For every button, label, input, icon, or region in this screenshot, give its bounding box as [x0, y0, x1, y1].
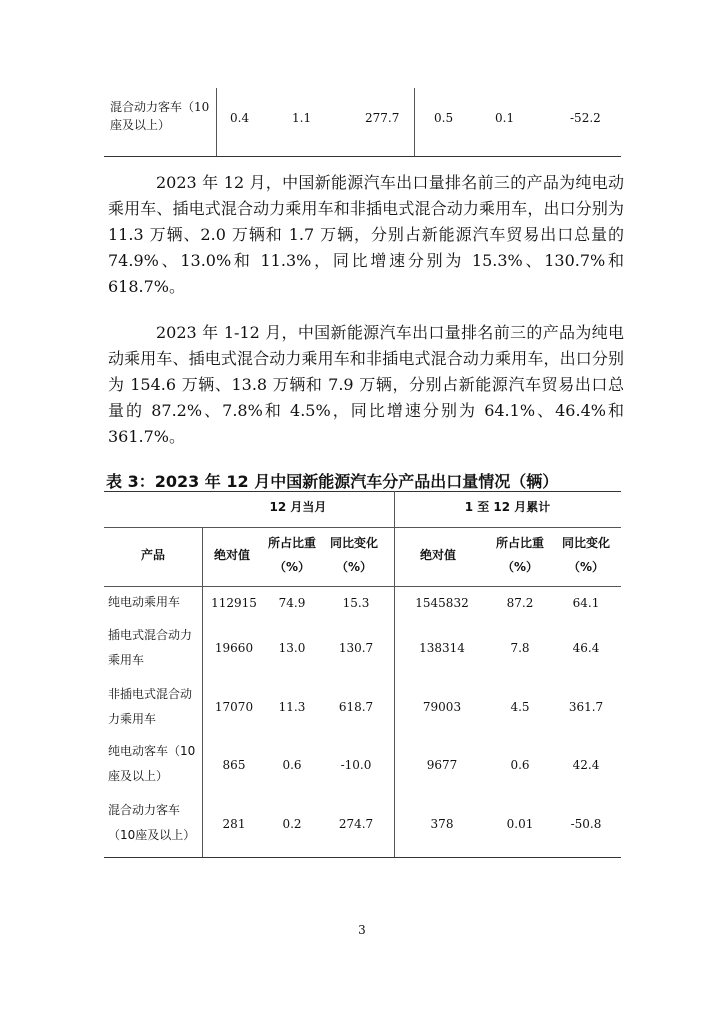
col-header-abs: 绝对值 [213, 548, 250, 562]
cell-ytd-share: 0.6 [510, 758, 530, 772]
paragraph-full-year: 2023 年 1-12 月，中国新能源汽车出口量排名前三的产品为纯电动乘用车、插电式混合动力乘用车和非插电式混合动力乘用车，出口分别为 154.6 万辆、13.8 万辆和 7.9 万辆，分别占新能源汽车贸易出口总量的 87.2%、7.8%和 4.5%，同比增速分别为 64.1%、46.4%和 361.7%。 [108, 323, 624, 446]
row-product: 混合动力客车（10座及以上） [108, 803, 196, 842]
cell-ytd-abs: 9677 [426, 758, 458, 772]
cell-dec-yoy: 618.7 [338, 700, 374, 714]
cell-ytd-yoy: 64.1 [572, 596, 600, 610]
cell-ytd-yoy: 361.7 [568, 700, 604, 714]
top-row-value: 0.1 [495, 111, 515, 125]
page-number: 3 [358, 923, 366, 937]
cell-dec-share: 11.3 [278, 700, 306, 714]
top-row-product: 混合动力客车（10座及以上） [110, 100, 210, 132]
cell-dec-share: 13.0 [278, 641, 306, 655]
cell-dec-abs: 19660 [214, 641, 254, 655]
table-caption: 表 3：2023 年 12 月中国新能源汽车分产品出口量情况（辆） [106, 472, 559, 491]
table-rule [104, 527, 621, 528]
cell-ytd-abs: 378 [430, 817, 454, 831]
row-product: 非插电式混合动力乘用车 [108, 687, 193, 726]
cell-dec-share: 0.2 [282, 817, 302, 831]
cell-dec-share: 74.9 [278, 596, 306, 610]
col-header-share: 所占比重（%） [267, 536, 316, 574]
cell-ytd-yoy: -50.8 [570, 817, 602, 831]
export-table [104, 491, 621, 858]
group-header-ytd: 1 至 12 月累计 [464, 500, 551, 514]
cell-ytd-yoy: 42.4 [572, 758, 600, 772]
table-bottom-rule [104, 857, 621, 858]
col-divider [414, 88, 415, 156]
top-row-value: -52.2 [570, 111, 601, 125]
cell-dec-abs: 112915 [211, 596, 257, 610]
cell-dec-yoy: -10.0 [340, 758, 372, 772]
cell-dec-abs: 281 [222, 817, 246, 831]
cell-dec-yoy: 15.3 [342, 596, 370, 610]
table-top-rule [104, 491, 621, 492]
cell-ytd-yoy: 46.4 [572, 641, 600, 655]
col-header-yoy: 同比变化（%） [561, 536, 610, 574]
top-row-value: 0.4 [230, 111, 250, 125]
row-product: 插电式混合动力乘用车 [108, 628, 193, 667]
col-divider [202, 527, 203, 857]
paragraph-december: 2023 年 12 月，中国新能源汽车出口量排名前三的产品为纯电动乘用车、插电式混合动力乘用车和非插电式混合动力乘用车，出口分别为 11.3 万辆、2.0 万辆和 1.7 万辆，分别占新能源汽车贸易出口总量的 74.9%、13.0%和 11.3%，同比增速分别为 15.3%、130.7%和 618.7%。 [108, 173, 624, 296]
row-product: 纯电动乘用车 [108, 595, 181, 609]
group-header-december: 12 月当月 [269, 500, 327, 514]
top-row-value: 1.1 [292, 111, 312, 125]
col-divider [394, 491, 395, 857]
col-header-yoy: 同比变化（%） [329, 536, 378, 574]
cell-ytd-abs: 1545832 [415, 596, 469, 610]
top-row-value: 0.5 [434, 111, 454, 125]
cell-ytd-abs: 138314 [419, 641, 465, 655]
top-table-fragment [104, 88, 621, 157]
col-header-share: 所占比重（%） [495, 536, 544, 574]
cell-ytd-share: 87.2 [506, 596, 534, 610]
cell-dec-share: 0.6 [282, 758, 302, 772]
table-rule [104, 586, 621, 587]
cell-ytd-share: 0.01 [506, 817, 534, 831]
cell-dec-abs: 865 [222, 758, 246, 772]
cell-ytd-share: 4.5 [510, 700, 530, 714]
top-row-value: 277.7 [365, 111, 400, 125]
cell-dec-abs: 17070 [214, 700, 254, 714]
col-header-product: 产品 [140, 548, 165, 562]
row-product: 纯电动客车（10座及以上） [108, 744, 196, 783]
cell-ytd-abs: 79003 [422, 700, 462, 714]
cell-ytd-share: 7.8 [510, 641, 530, 655]
cell-dec-yoy: 130.7 [338, 641, 374, 655]
cell-dec-yoy: 274.7 [338, 817, 374, 831]
col-header-abs: 绝对值 [419, 548, 456, 562]
